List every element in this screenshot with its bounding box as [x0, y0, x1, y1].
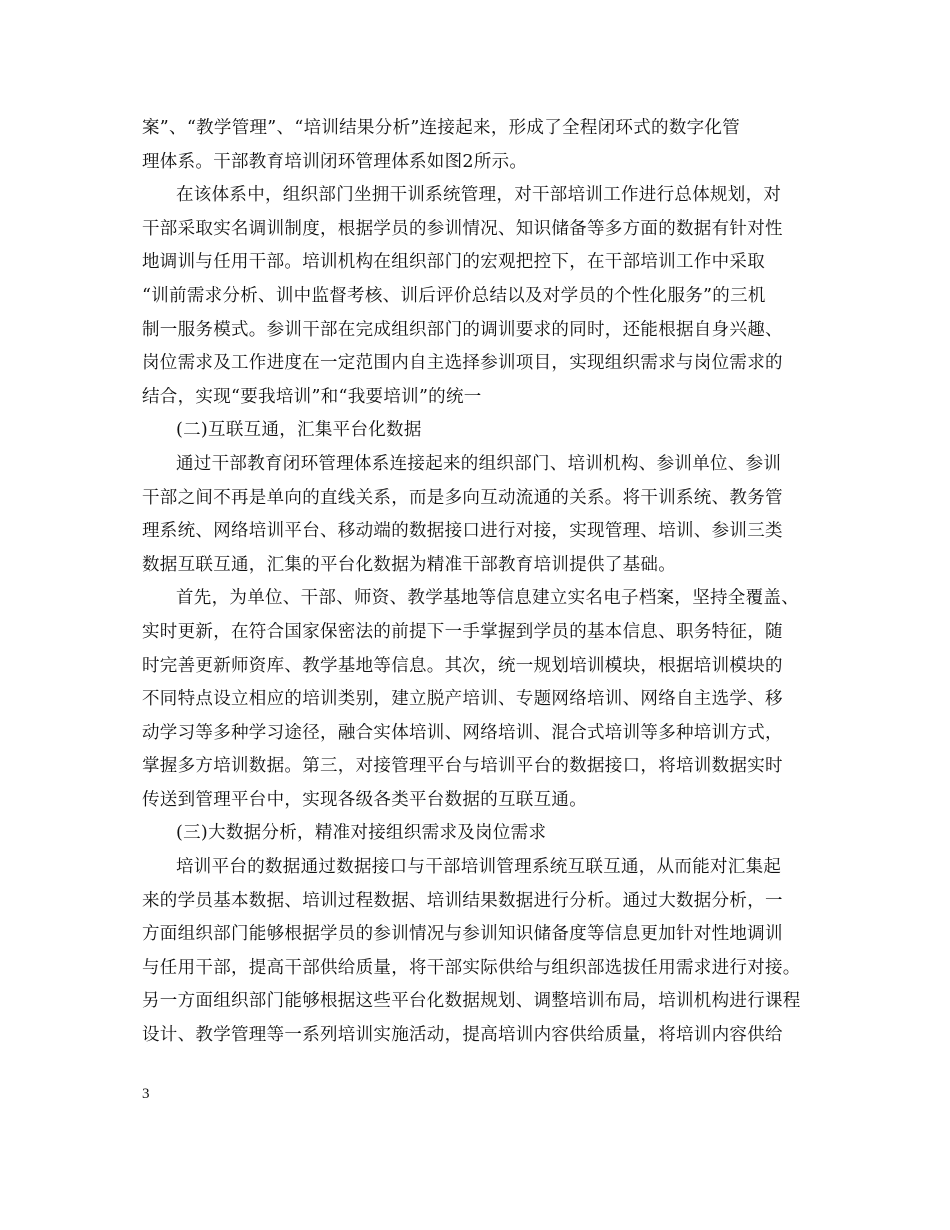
text-line: 岗位需求及工作进度在一定范围内自主选择参训项目，实现组织需求与岗位需求的	[142, 353, 783, 374]
text-line: 与任用干部，提高干部供给质量，将干部实际供给与组织部选拔任用需求进行对接。	[142, 957, 801, 978]
text-line: 培训平台的数据通过数据接口与干部培训管理系统互联互通，从而能对汇集起	[176, 857, 782, 878]
text-line: 方面组织部门能够根据学员的参训情况与参训知识储备度等信息更加针对性地调训	[142, 924, 783, 945]
text-line: 理体系。干部教育培训闭环管理体系如图2所示。	[142, 151, 528, 172]
page-number: 3	[142, 1086, 150, 1102]
text-line: 制一服务模式。参训干部在完成组织部门的调训要求的同时，还能根据自身兴趣、	[142, 319, 783, 340]
text-line: 结合，实现“要我培训”和“我要培训”的统一	[142, 386, 482, 407]
text-line: 干部采取实名调训制度，根据学员的参训情况、知识储备等多方面的数据有针对性	[142, 218, 783, 239]
text-line: 干部之间不再是单向的直线关系，而是多向互动流通的关系。将干训系统、教务管	[142, 487, 783, 508]
text-line: “训前需求分析、训中监督考核、训后评价总结以及对学员的个性化服务”的三机	[142, 285, 766, 306]
text-line: 来的学员基本数据、培训过程数据、培训结果数据进行分析。通过大数据分析，一	[142, 890, 783, 911]
text-line: 掌握多方培训数据。第三，对接管理平台与培训平台的数据接口，将培训数据实时	[142, 756, 783, 777]
text-line: 数据互联互通，汇集的平台化数据为精准干部教育培训提供了基础。	[142, 554, 676, 575]
text-line: 时完善更新师资库、教学基地等信息。其次，统一规划培训模块，根据培训模块的	[142, 655, 783, 676]
text-line: 理系统、网络培训平台、移动端的数据接口进行对接，实现管理、培训、参训三类	[142, 521, 783, 542]
text-line: (三)大数据分析，精准对接组织需求及岗位需求	[176, 823, 547, 844]
text-line: 通过干部教育闭环管理体系连接起来的组织部门、培训机构、参训单位、参训	[176, 453, 782, 474]
text-line: 设计、教学管理等一系列培训实施活动，提高培训内容供给质量，将培训内容供给	[142, 1025, 783, 1046]
text-line: 首先，为单位、干部、师资、教学基地等信息建立实名电子档案，坚持全覆盖、	[176, 588, 799, 609]
text-line: 实时更新，在符合国家保密法的前提下一手掌握到学员的基本信息、职务特征，随	[142, 621, 783, 642]
text-line: 传送到管理平台中，实现各级各类平台数据的互联互通。	[142, 789, 587, 810]
text-line: (二)互联互通，汇集平台化数据	[176, 420, 422, 441]
document-body	[142, 112, 832, 1053]
text-line: 动学习等多种学习途径，融合实体培训、网络培训、混合式培训等多种培训方式，	[142, 722, 783, 743]
text-line: 不同特点设立相应的培训类别，建立脱产培训、专题网络培训、网络自主选学、移	[142, 689, 783, 710]
text-line: 在该体系中，组织部门坐拥干训系统管理，对干部培训工作进行总体规划，对	[176, 185, 782, 206]
text-line: 案”、“教学管理”、“培训结果分析”连接起来，形成了全程闭环式的数字化管	[142, 118, 741, 138]
text-line: 地调训与任用干部。培训机构在组织部门的宏观把控下，在干部培训工作中采取	[142, 252, 765, 273]
text-line: 另一方面组织部门能够根据这些平台化数据规划、调整培训布局，培训机构进行课程	[142, 991, 801, 1012]
